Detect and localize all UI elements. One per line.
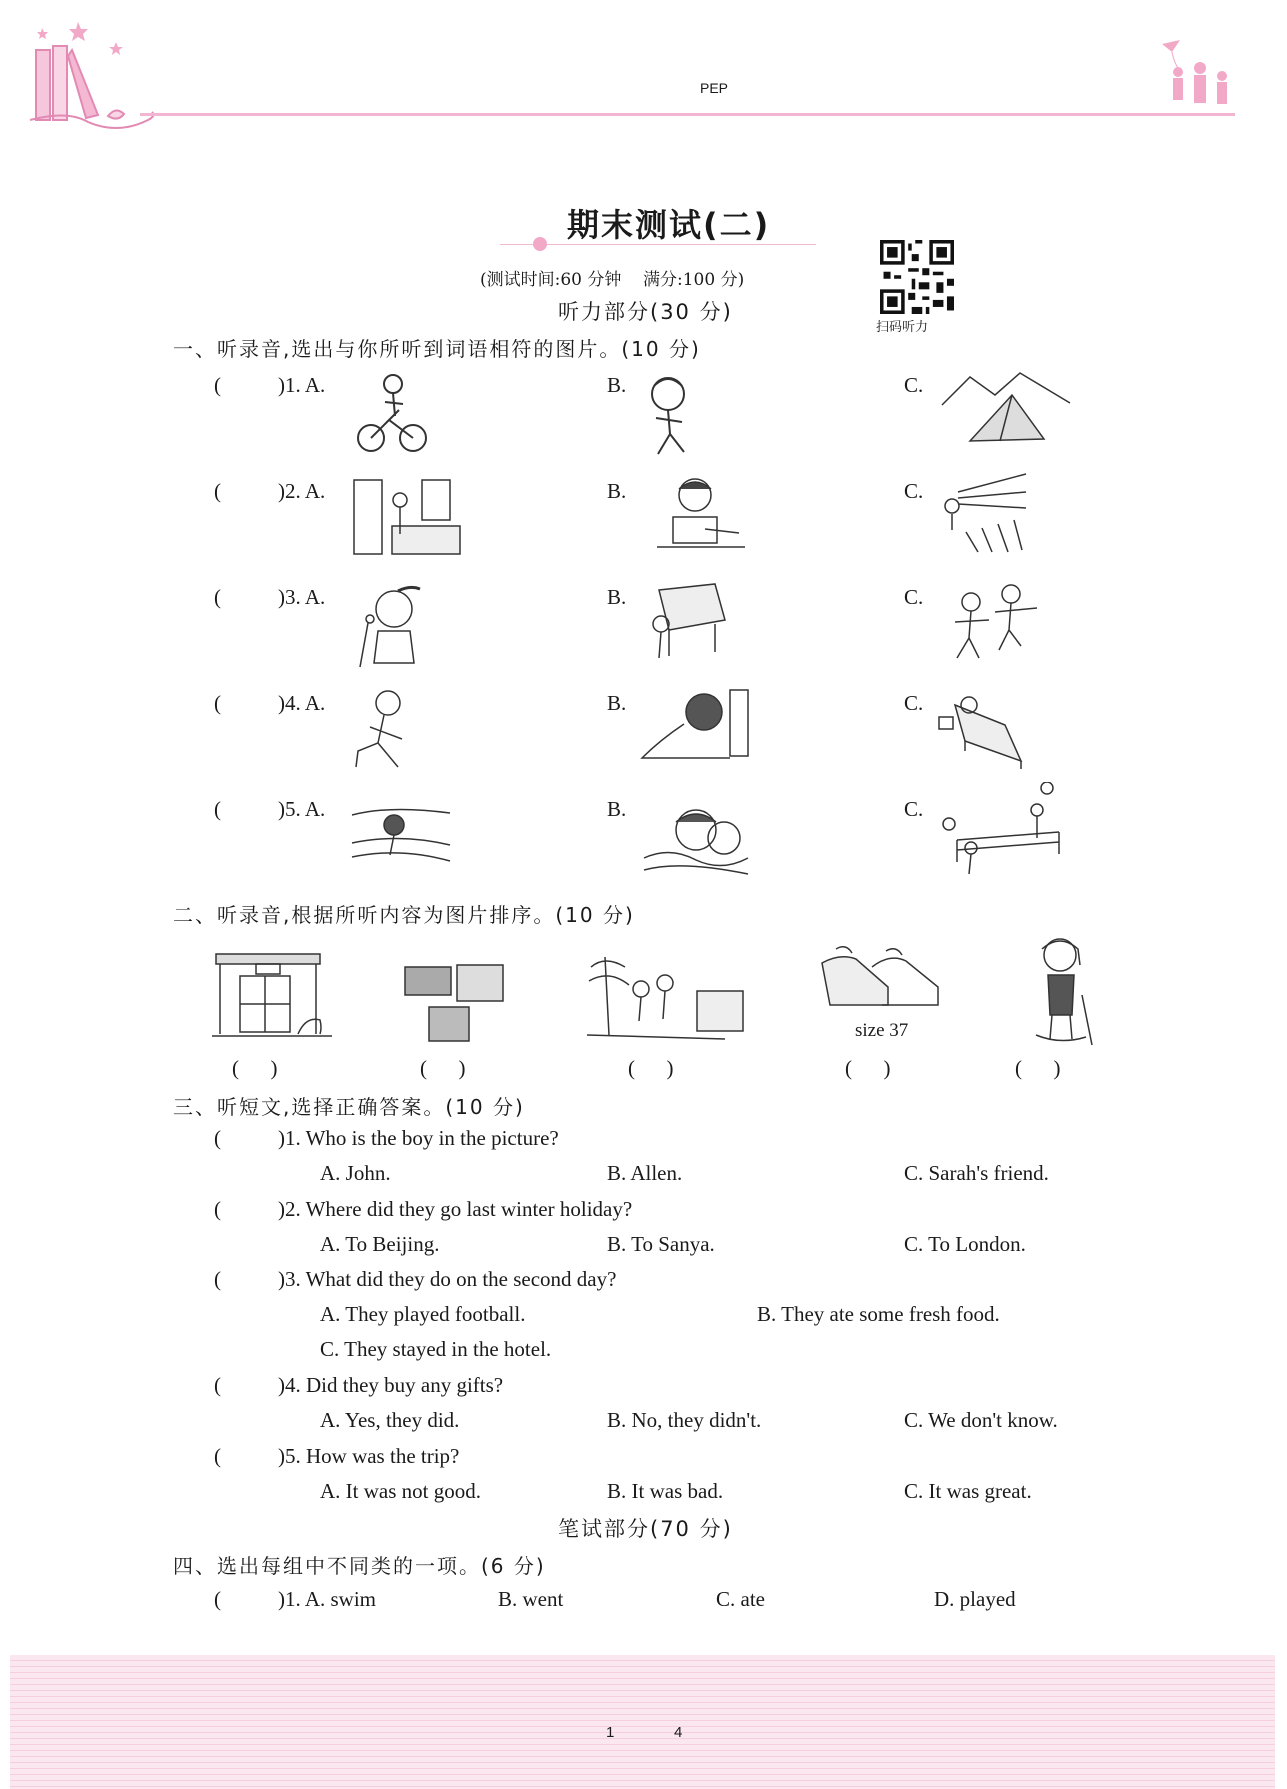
option-a: A. Yes, they did. xyxy=(320,1408,460,1432)
boy-playing-piano-image xyxy=(645,580,727,662)
order-blank[interactable]: ( ) xyxy=(628,1056,674,1080)
bed-resting-image xyxy=(935,685,1027,771)
answer-paren[interactable]: ( xyxy=(214,1267,221,1291)
option-a: A. John. xyxy=(320,1161,391,1185)
answer-paren[interactable]: ( xyxy=(214,1587,221,1611)
girl-on-skateboard-image xyxy=(1012,935,1100,1047)
option-b: B. No, they didn't. xyxy=(607,1408,762,1432)
page-number-left: 1 xyxy=(606,1724,615,1741)
option-b: B. To Sanya. xyxy=(607,1232,715,1256)
header-logo xyxy=(28,20,163,135)
question-text: )3. What did they do on the second day? xyxy=(278,1267,617,1291)
option-c: C. It was great. xyxy=(904,1479,1032,1503)
answer-paren[interactable]: ( xyxy=(214,1373,221,1397)
order-blank[interactable]: ( ) xyxy=(232,1056,278,1080)
option-c-label: C. xyxy=(904,585,924,609)
option-b: B. It was bad. xyxy=(607,1479,724,1503)
kids-kite-icon xyxy=(1160,38,1240,118)
girl-singing-image xyxy=(348,585,436,669)
series-label: PEP xyxy=(700,80,729,96)
kids-watching-tv-image xyxy=(585,955,753,1047)
girl-cleaning-room-image xyxy=(352,478,464,560)
option-b-label: B. xyxy=(607,373,627,397)
answer-paren[interactable]: ( xyxy=(214,1197,221,1221)
question-text: )4. Did they buy any gifts? xyxy=(278,1373,504,1397)
boy-fishing-image xyxy=(350,803,452,873)
answer-paren[interactable]: ( xyxy=(214,1126,221,1150)
shoes-image xyxy=(820,943,942,1023)
question-number: )5. A. xyxy=(278,797,326,821)
girl-watching-crops-image xyxy=(938,472,1028,554)
tent-camping-image xyxy=(940,365,1072,447)
footer-band xyxy=(10,1655,1275,1789)
question-number: )1. A. xyxy=(278,373,326,397)
question-number: )2. A. xyxy=(278,479,326,503)
option-b-label: B. xyxy=(607,797,627,821)
answer-paren[interactable]: ( xyxy=(214,1444,221,1468)
qr-code-icon[interactable] xyxy=(880,240,954,314)
title-rule xyxy=(500,244,816,245)
section1-heading: 一、听录音,选出与你所听到词语相符的图片。(10 分) xyxy=(173,337,701,361)
badminton-game-image xyxy=(935,782,1063,877)
option-b-label: B. xyxy=(607,585,627,609)
answer-paren[interactable]: ( xyxy=(214,691,221,715)
option-a: A. To Beijing. xyxy=(320,1232,440,1256)
kids-dancing-image xyxy=(937,580,1045,662)
answer-paren[interactable]: ( xyxy=(214,479,221,503)
section2-heading: 二、听录音,根据所听内容为图片排序。(10 分) xyxy=(173,903,635,927)
boy-sick-image xyxy=(640,688,750,760)
option-c-label: C. xyxy=(904,797,924,821)
photos-image xyxy=(403,963,511,1043)
question-text: )1. Who is the boy in the picture? xyxy=(278,1126,559,1150)
option-c: C. Sarah's friend. xyxy=(904,1161,1049,1185)
question-number: )3. A. xyxy=(278,585,326,609)
boy-running-image xyxy=(640,372,700,460)
option-c-label: C. xyxy=(904,691,924,715)
option-a: A. They played football. xyxy=(320,1302,526,1326)
question-text: )2. Where did they go last winter holiday? xyxy=(278,1197,633,1221)
option-b: B. went xyxy=(498,1587,564,1611)
order-blank[interactable]: ( ) xyxy=(420,1056,466,1080)
question-text: )5. How was the trip? xyxy=(278,1444,460,1468)
girl-riding-bike-image xyxy=(355,370,430,455)
option-d: D. played xyxy=(934,1587,1016,1611)
order-blank[interactable]: ( ) xyxy=(845,1056,891,1080)
option-b: B. Allen. xyxy=(607,1161,683,1185)
option-c: C. We don't know. xyxy=(904,1408,1058,1432)
shoe-size-label: size 37 xyxy=(855,1020,909,1041)
order-blank[interactable]: ( ) xyxy=(1015,1056,1061,1080)
answer-paren[interactable]: ( xyxy=(214,585,221,609)
answer-paren[interactable]: ( xyxy=(214,797,221,821)
option-c-label: C. xyxy=(904,373,924,397)
boy-swimming-image xyxy=(640,798,752,878)
title-dot xyxy=(533,237,547,251)
listening-part-heading: 听力部分(30 分) xyxy=(558,300,733,324)
page-number-right: 4 xyxy=(674,1724,683,1741)
option-a: A. It was not good. xyxy=(320,1479,481,1503)
qr-caption: 扫码听力 xyxy=(876,320,929,335)
boy-hurt-knee-image xyxy=(348,687,420,775)
option-c: C. ate xyxy=(716,1587,765,1611)
option-b-label: B. xyxy=(607,479,627,503)
question-option-a: )1. A. swim xyxy=(278,1587,377,1611)
boy-reading-book-image xyxy=(655,473,747,553)
option-c-label: C. xyxy=(904,479,924,503)
header-rule xyxy=(140,113,1235,116)
section4-heading: 四、选出每组中不同类的一项。(6 分) xyxy=(173,1554,546,1578)
page-title: 期末测试(二) xyxy=(567,206,771,244)
test-meta: (测试时间:60 分钟 满分:100 分) xyxy=(480,270,745,290)
option-b-label: B. xyxy=(607,691,627,715)
writing-part-heading: 笔试部分(70 分) xyxy=(558,1517,733,1541)
option-c: C. To London. xyxy=(904,1232,1026,1256)
answer-paren[interactable]: ( xyxy=(214,373,221,397)
restaurant-image xyxy=(210,950,335,1042)
question-number: )4. A. xyxy=(278,691,326,715)
section3-heading: 三、听短文,选择正确答案。(10 分) xyxy=(173,1095,525,1119)
option-b: B. They ate some fresh food. xyxy=(757,1302,1000,1326)
option-c: C. They stayed in the hotel. xyxy=(320,1337,552,1361)
